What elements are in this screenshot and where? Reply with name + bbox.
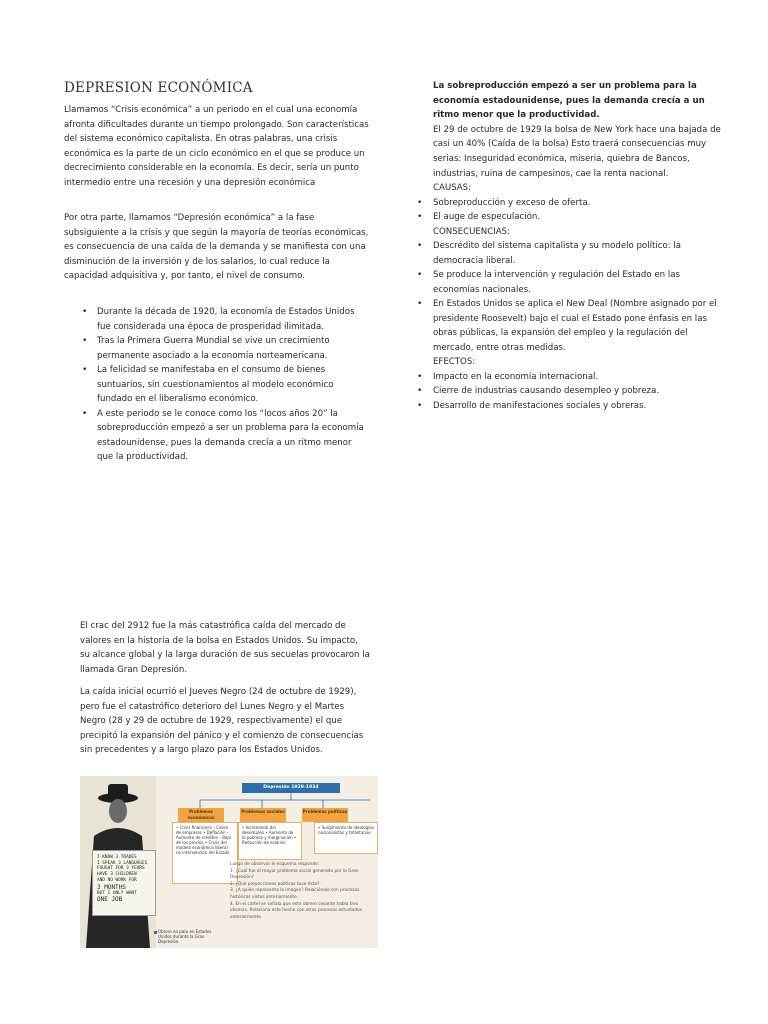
questions-intro: Luego de observar el esquema responde: — [230, 862, 320, 867]
box-political-problems: Problemas políticos — [302, 808, 348, 822]
effects-heading: EFECTOS: — [433, 357, 476, 368]
causes-heading: CAUSAS: — [433, 183, 472, 194]
definition-crisis-paragraph: Llamamos “Crisis económica” a un periodo en el cual una economía afronta dificultades durante un tiempo prolongado. Son características del sistema económico capitalista. En otras palabras, una crisis económica es la parte de un ciclo económico en el que se produce un decrecimiento considerable en la economía. Es decir, sería un punto intermedio entre una recesión y una depresión económica — [64, 105, 369, 188]
list-item: • La felicidad se manifestaba en el consumo de bienes suntuarios, sin cuestionamientos al modelo económico fundado en el liberalismo económico. — [80, 363, 364, 407]
list-item: • En Estados Unidos se aplica el New Deal (Nombre asignado por el presidente Roosevelt) bajo el cual el Estado pone énfasis en las obras públicas, la expansión del empleo y la regulación del mercado, entre otras medidas. — [415, 297, 725, 355]
list-item: • Descrédito del sistema capitalista y su modelo político: la democracia liberal. — [415, 239, 725, 268]
right-column — [433, 79, 725, 413]
social-problems-list: • Incremento del desempleo • Aumento de la pobreza y marginación • Reducción de salarios — [238, 822, 302, 860]
question-item: 4. En el cartel se señala que este obrero cesante habla tres idiomas. Relaciona este hecho con otros procesos estudiados anteriormente. — [230, 901, 362, 920]
list-item: • Sobreproducción y exceso de oferta. — [415, 196, 725, 211]
exercise-questions — [230, 862, 374, 921]
crash-paragraph: El crac del 2912 fue la más catastrófica caída del mercado de valores en la historia de la bolsa en Estados Unidos. Su impacto, su alcance global y la larga duración de sus secuelas provocaron la llamada Gran Depresión. — [80, 621, 370, 675]
question-item: 1. ¿Cuál fue el mayor problema social generado por la Gran Depresión? — [230, 868, 359, 881]
list-item: • Tras la Primera Guerra Mundial se vive un crecimiento permanente asociado a la economía norteamericana. — [80, 334, 364, 363]
caption-marker-icon — [154, 931, 157, 934]
crash-date-paragraph: El 29 de octubre de 1929 la bolsa de New York hace una bajada de casi un 40% (Caída de la bolsa) Esto traerá consecuencias muy serias: Inseguridad económica, miseria, quiebra de Bancos, industrias, ruina de campesinos, cae la renta nacional. — [433, 124, 721, 179]
question-item: 3. ¿A quién representa la imagen? Relaciónalo con procesos históricos vistos anteriormente. — [230, 888, 360, 900]
list-item: • Impacto en la economía internacional. — [415, 370, 725, 385]
black-days-paragraph: La caída inicial ocurrió el Jueves Negro (24 de octubre de 1929), pero fue el catastrófico deterioro del Lunes Negro y el Martes Negro (28 y 29 de octubre de 1929, respectivamente) el que precipitó la expansión del pánico y el comienzo de consecuencias sin precedentes y a largo plazo para los Estados Unidos. — [80, 687, 364, 756]
bold-intro: La sobreproducción empezó a ser un problema para la economía estadounidense, pues la demanda crecía a un ritmo menor que la productividad. — [433, 81, 705, 121]
list-item: • Durante la década de 1920, la economía de Estados Unidos fue considerada una época de prosperidad ilimitada. — [80, 305, 364, 334]
political-problems-list: • Surgimiento de ideologías nacionalistas y totalitarias — [314, 822, 378, 854]
box-economic-problems: Problemas económicos — [178, 808, 224, 822]
worker-sign: I KNOW 3 TRADES I SPEAK 3 LANGUAGES FOUGHT FOR 3 YEARS HAVE 3 CHILDREN AND NO WORK FOR 3 MONTHS BUT I ONLY WANT ONE JOB — [92, 850, 156, 916]
causes-list — [415, 196, 725, 225]
box-social-problems: Problemas sociales — [240, 808, 286, 822]
diagram-title: Depresión 1929-1934 — [242, 783, 340, 793]
list-item: • El auge de especulación. — [415, 210, 725, 225]
prosperity-bullet-list — [80, 305, 364, 465]
list-item: • Desarrollo de manifestaciones sociales y obreras. — [415, 399, 725, 414]
list-item: • A este periodo se le conoce como los “locos años 20” la sobreproducción empezó a ser un problema para la economía estadounidense, pues la demanda crecía a un ritmo menor que la productividad. — [80, 407, 364, 465]
economic-problems-list: • Crisis financiera – Cierre de empresas • Deflación – Aumento de créditos – Baja de los precios • Crisis del modelo económico liberal: no intervención del Estado — [172, 822, 238, 884]
consequences-list — [415, 239, 725, 355]
definition-depression-paragraph: Por otra parte, llamamos “Depresión económica” a la fase subsiguiente a la crisis y que según la mayoría de teorías económicas, es consecuencia de una caída de la demanda y se manifiesta con una disminución de la inversión y de los salarios, lo cual reduce la capacidad adquisitiva y, por tanto, el nivel de consumo. — [64, 213, 369, 282]
question-item: 2. ¿Qué proyecciones políticas tuvo ésta? — [230, 881, 320, 887]
list-item: • Se produce la intervención y regulación del Estado en las economías nacionales. — [415, 268, 725, 297]
consequences-heading: CONSECUENCIAS: — [433, 226, 510, 237]
page-title: DEPRESION ECONÓMICA — [64, 80, 253, 96]
photo-caption: Obrero en paro en Estados Unidos durante la Gran Depresión. — [158, 929, 212, 944]
effects-list — [415, 370, 725, 414]
textbook-figure — [80, 776, 378, 948]
list-item: • Cierre de industrias causando desempleo y pobreza. — [415, 384, 725, 399]
